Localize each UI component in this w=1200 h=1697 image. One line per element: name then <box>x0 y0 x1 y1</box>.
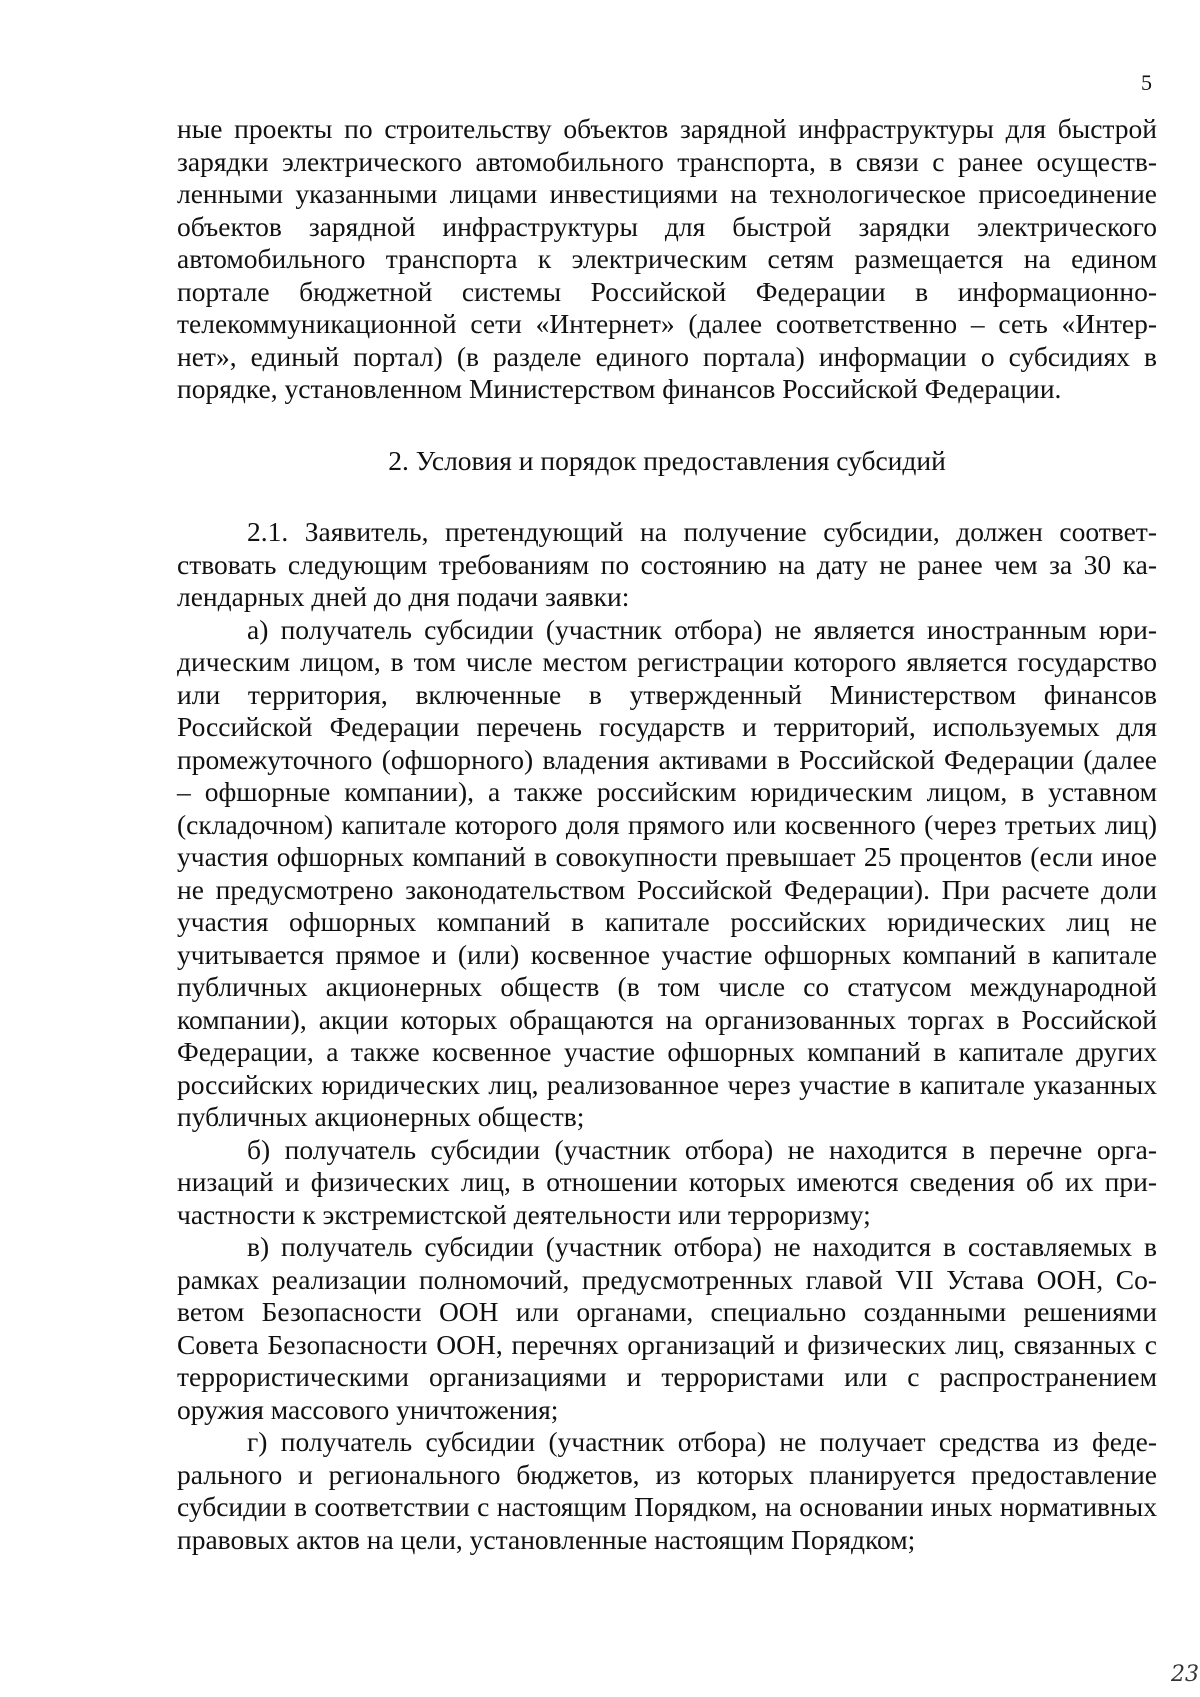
paragraph-b: б) получатель субсидии (участник отбора) не находится в перечне организаций и физических лиц, в отношении которых имеются сведения об их причастности к экстремистской деятельности или терроризму; <box>177 1133 1157 1230</box>
handwritten-page-note: 23 <box>1171 1662 1199 1687</box>
section-title: 2. Условия и порядок предоставления субсидий <box>388 444 946 476</box>
paragraph-v: в) получатель субсидии (участник отбора) не находится в составляемых в рамках реализации полномочий, предусмотренных главой VII Устава ООН, Советом Безопасности ООН или органами, специально созданными решениями Совета Безопасности ООН, перечнях организаций и физических лиц, связанных с террористическими организациями и террористами или с распространением оружия массового уничтожения; <box>177 1231 1157 1425</box>
paragraph-intro: ные проекты по строительству объектов зарядной инфраструктуры для быстрой зарядки электрического автомобильного транспорта, в связи с ранее осуществленными указанными лицами инвестициями на технологическое присоединение объектов зарядной инфраструктуры для быстрой зарядки электрического автомобильного транспорта к электрическим сетям размещается на едином портале бюджетной системы Российской Федерации в информационно-телекоммуникационной сети «Интернет» (далее соответственно – сеть «Интернет», единый портал) (в разделе единого портала) информации о субсидиях в порядке, установленном Министерством финансов Российской Федерации. <box>177 113 1157 404</box>
paragraph-2-1: 2.1. Заявитель, претендующий на получение субсидии, должен соответствовать следующим требованиям по состоянию на дату не ранее чем за 30 календарных дней до дня подачи заявки: <box>177 516 1157 612</box>
document-body <box>177 113 1157 1556</box>
paragraph-a: а) получатель субсидии (участник отбора) не является иностранным юридическим лицом, в том числе местом регистрации которого является государство или территория, включенные в утвержденный Министерством финансов Российской Федерации перечень государств и территорий, используемых для промежуточного (офшорного) владения активами в Российской Федерации (далее – офшорные компании), а также российским юридическим лицом, в уставном (складочном) капитале которого доля прямого или косвенного (через третьих лиц) участия офшорных компаний в совокупности превышает 25 процентов (если иное не предусмотрено законодательством Российской Федерации). При расчете доли участия офшорных компаний в капитале российских юридических лиц не учитывается прямое и (или) косвенное участие офшорных компаний в капитале публичных акционерных обществ (в том числе со статусом международной компании), акции которых обращаются на организованных торгах в Российской Федерации, а также косвенное участие офшорных компаний в капитале других российских юридических лиц, реализованное через участие в капитале указанных публичных акционерных обществ; <box>177 613 1157 1132</box>
paragraph-g: г) получатель субсидии (участник отбора) не получает средства из федерального и регионального бюджетов, из которых планируется предоставление субсидии в соответствии с настоящим Порядком, на основании иных нормативных правовых актов на цели, установленные настоящим Порядком; <box>177 1426 1157 1555</box>
page-number: 5 <box>1141 70 1152 95</box>
